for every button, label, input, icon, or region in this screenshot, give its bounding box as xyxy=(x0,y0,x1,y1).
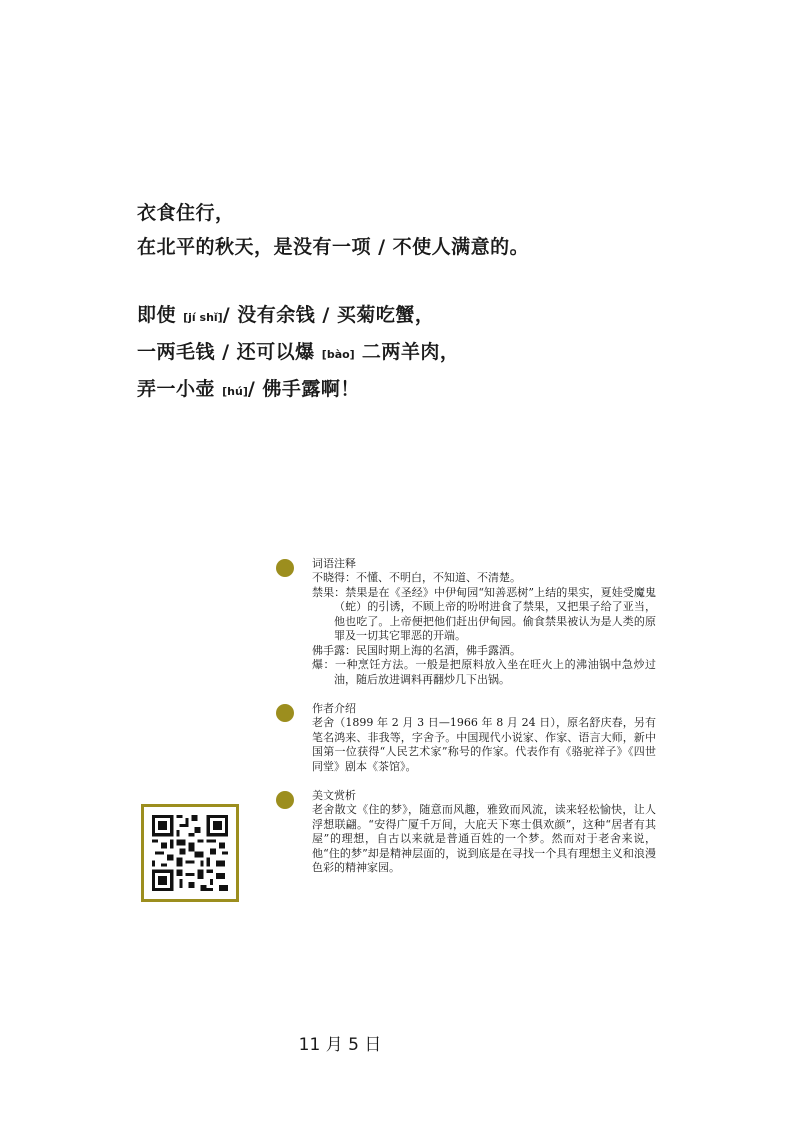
section-title: 美文赏析 xyxy=(312,789,356,802)
poem-text: 即使 xyxy=(137,304,184,326)
pinyin: [jí shǐ] xyxy=(183,311,223,324)
poem-text: / 没有余钱 / 买菊吃蟹， xyxy=(222,304,435,326)
poem xyxy=(137,196,697,409)
qr-code-frame[interactable] xyxy=(141,804,239,902)
vocab-section xyxy=(276,556,656,687)
bullet-dot-icon xyxy=(276,559,294,577)
poem-line: 衣食住行， xyxy=(137,202,235,224)
section-title: 词语注释 xyxy=(312,557,356,570)
pinyin: [hú] xyxy=(222,385,248,398)
poem-line xyxy=(137,298,697,335)
poem-line xyxy=(137,372,697,409)
poem-line xyxy=(137,335,697,372)
vocab-entry: 不晓得：不懂、不明白，不知道、不清楚。 xyxy=(312,571,521,584)
vocab-entry: 爆：一种烹饪方法。一般是把原料放入坐在旺火上的沸油锅中急炒过油，随后放进调料再翻炒几下出锅。 xyxy=(312,658,656,686)
appreciation-body: 老舍散文《住的梦》，随意而风趣，雅致而风流，读来轻松愉快，让人浮想联翩。“安得广厦千万间，大庇天下寒士俱欢颜”，这种“居者有其屋”的理想，自古以来就是普通百姓的一个梦。然而对于老舍来说，他“住的梦”却是精神层面的，说到底是在寻找一个具有理想主义和浪漫色彩的精神家园。 xyxy=(312,803,656,874)
vocab-list xyxy=(312,571,656,687)
appreciation-section xyxy=(276,788,656,876)
author-body: 老舍（1899 年 2 月 3 日—1966 年 8 月 24 日），原名舒庆春，另有笔名鸿来、非我等，字舍予。中国现代小说家、作家、语言大师，新中国第一位获得“人民艺术家”称号的作家。代表作有《骆驼祥子》《四世同堂》剧本《茶馆》。 xyxy=(312,716,656,773)
qr-code-icon xyxy=(152,815,228,891)
vocab-entry: 佛手露：民国时期上海的名酒，佛手露酒。 xyxy=(312,643,521,657)
author-section xyxy=(276,701,656,774)
poem-line: 在北平的秋天，是没有一项 / 不使人满意的。 xyxy=(137,236,530,258)
poem-text: 一两毛钱 / 还可以爆 xyxy=(137,341,322,363)
vocab-entry: 禁果：禁果是在《圣经》中伊甸园“知善恶树”上结的果实，夏娃受魔鬼（蛇）的引诱，不顾上帝的吩咐进食了禁果，又把果子给了亚当，他也吃了。上帝便把他们赶出伊甸园。偷食禁果被认为是人类的原罪及一切其它罪恶的开端。 xyxy=(312,585,656,642)
notes-panel xyxy=(276,552,656,890)
section-title: 作者介绍 xyxy=(312,702,356,715)
poem-text: 二两羊肉， xyxy=(354,341,460,363)
bullet-dot-icon xyxy=(276,704,294,722)
poem-text: 弄一小壶 xyxy=(137,378,223,400)
poem-text: / 佛手露啊！ xyxy=(247,378,360,400)
bullet-dot-icon xyxy=(276,791,294,809)
page-date: 11 月 5 日 xyxy=(298,1035,382,1055)
pinyin: [bào] xyxy=(321,348,355,361)
